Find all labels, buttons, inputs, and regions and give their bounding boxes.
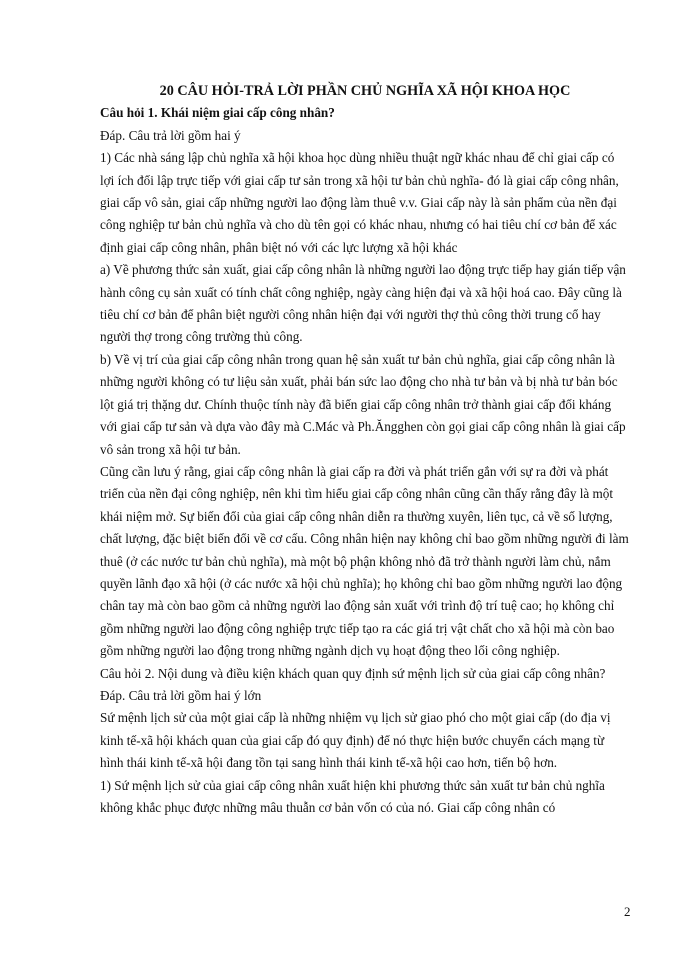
question-1-answer-intro: Đáp. Câu trả lời gồm hai ý [100, 127, 241, 143]
question-1-note: Cũng cần lưu ý rằng, giai cấp công nhân là giai cấp ra đời và phát triển gắn với sự ra đời và phát triển của nền đại công nghiệp, nên khi tìm hiểu giai cấp công nhân cũng cần thấy rằng đây là một khái niệm mở. Sự biến đổi của giai cấp công nhân diễn ra thường xuyên, liên tục, cả về số lượng, chất lượng, đặc biệt biến đổi về cơ cấu. Công nhân hiện nay không chỉ bao gồm những người đi làm thuê (ở các nước tư bản chủ nghĩa), mà một bộ phận không nhỏ đã trở thành người làm chủ, nắm quyền lãnh đạo xã hội (ở các nước xã hội chủ nghĩa); họ không chỉ bao gồm những người lao động chân tay mà còn bao gồm cả những người lao động sản xuất với trình độ trí tuệ cao; họ không chỉ gồm những người lao động công nghiệp trực tiếp tạo ra các giá trị vật chất cho xã hội mà còn bao gồm những người lao động trong những ngành dịch vụ hoạt động theo lối công nghiệp. [100, 463, 629, 659]
page-content [100, 80, 630, 819]
question-2-point-1: 1) Sứ mệnh lịch sử của giai cấp công nhân xuất hiện khi phương thức sản xuất tư bản chủ nghĩa không khắc phục được những mâu thuẫn cơ bản vốn có của nó. Giai cấp công nhân có [100, 777, 605, 815]
question-2-definition: Sứ mệnh lịch sử của một giai cấp là những nhiệm vụ lịch sử giao phó cho một giai cấp (do địa vị kinh tế-xã hội khách quan của giai cấp đó quy định) để nó thực hiện bước chuyển cách mạng từ hình thái kinh tế-xã hội đang tồn tại sang hình thái kinh tế-xã hội cao hơn, tiến bộ hơn. [100, 710, 611, 771]
page-number: 2 [624, 904, 631, 919]
question-2-answer-intro: Đáp. Câu trả lời gồm hai ý lớn [100, 687, 262, 703]
question-1-heading: Câu hỏi 1. Khái niệm giai cấp công nhân? [100, 105, 335, 121]
question-1-point-b: b) Về vị trí của giai cấp công nhân trong quan hệ sản xuất tư bản chủ nghĩa, giai cấp công nhân là những người không có tư liệu sản xuất, phải bán sức lao động cho nhà tư bản và bị nhà tư bản bóc lột giá trị thặng dư. Chính thuộc tính này đã biến giai cấp công nhân trở thành giai cấp đối kháng với giai cấp tư sản và dựa vào đây mà C.Mác và Ph.Ăngghen còn gọi giai cấp công nhân là giai cấp vô sản trong xã hội tư bản. [100, 351, 626, 457]
question-1-point-1: 1) Các nhà sáng lập chủ nghĩa xã hội khoa học dùng nhiều thuật ngữ khác nhau để chỉ giai cấp có lợi ích đối lập trực tiếp với giai cấp tư sản trong xã hội tư bản chủ nghĩa- đó là giai cấp công nhân, giai cấp vô sản, giai cấp những người lao động làm thuê v.v. Giai cấp này là sản phẩm của nền đại công nghiệp tư bản chủ nghĩa và cho dù tên gọi có khác nhau, nhưng có hai tiêu chí cơ bản để xác định giai cấp công nhân, phân biệt nó với các lực lượng xã hội khác [100, 150, 619, 255]
question-2-heading: Câu hỏi 2. Nội dung và điều kiện khách quan quy định sứ mệnh lịch sử của giai cấp công nhân? [100, 665, 606, 681]
question-1-point-a: a) Về phương thức sản xuất, giai cấp công nhân là những người lao động trực tiếp hay gián tiếp vận hành công cụ sản xuất có tính chất công nghiệp, ngày càng hiện đại và xã hội hoá cao. Đây cũng là tiêu chí cơ bản để phân biệt người công nhân hiện đại với người thợ thủ công thời trung cổ hay người thợ trong công trường thủ công. [100, 262, 626, 345]
document-title: 20 CÂU HỎI-TRẢ LỜI PHẦN CHỦ NGHĨA XÃ HỘI KHOA HỌC [159, 83, 571, 99]
